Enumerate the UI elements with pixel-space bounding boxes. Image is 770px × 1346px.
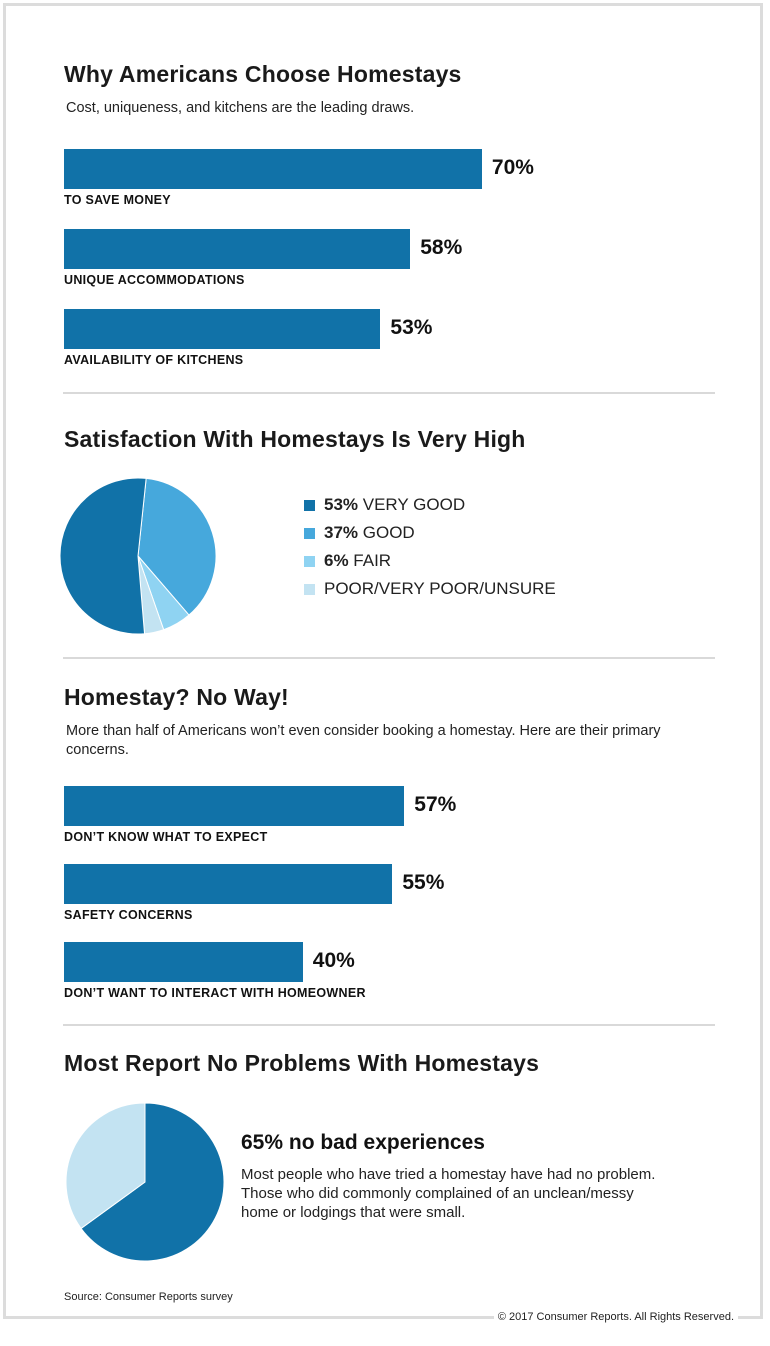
reasons-title: Why Americans Choose Homestays [64, 61, 462, 87]
problems-callout-title: 65% no bad experiences [241, 1131, 485, 1154]
legend-percent: 6% [324, 551, 349, 570]
bar-value-label: 55% [402, 871, 445, 894]
satisfaction-pie-chart [50, 468, 226, 644]
legend-swatch [304, 500, 315, 511]
bar-value-label: 70% [491, 156, 534, 179]
legend-percent: 37% [324, 523, 359, 542]
legend-label: POOR/VERY POOR/UNSURE [324, 579, 556, 598]
satisfaction-title: Satisfaction With Homestays Is Very High [64, 426, 526, 452]
bar-value-label: 40% [312, 949, 355, 972]
bar-category-label: AVAILABILITY OF KITCHENS [64, 353, 244, 367]
legend-label: 37% GOOD [324, 523, 415, 542]
bar [64, 229, 410, 269]
legend-label: 6% FAIR [324, 551, 392, 570]
bar-category-label: SAFETY CONCERNS [64, 908, 193, 922]
reasons-subtitle: Cost, uniqueness, and kitchens are the leading draws. [66, 100, 415, 116]
bar-category-label: UNIQUE ACCOMMODATIONS [64, 273, 245, 287]
legend-label: 53% VERY GOOD [324, 495, 466, 514]
bar [64, 309, 380, 349]
divider [63, 1024, 715, 1026]
problems-callout-body: Most people who have tried a homestay have had no problem. Those who did commonly complained of an unclean/messy home or lodgings that were small. [241, 1166, 656, 1221]
bar [64, 942, 303, 982]
bar [64, 149, 482, 189]
concerns-title: Homestay? No Way! [64, 684, 289, 710]
pie-slice [60, 478, 146, 634]
copyright-notice: © 2017 Consumer Reports. All Rights Reserved. [494, 1311, 738, 1323]
concerns-subtitle: More than half of Americans won’t even consider booking a homestay. Here are their primary concerns. [66, 723, 661, 758]
divider [63, 392, 715, 394]
source-note: Source: Consumer Reports survey [64, 1291, 233, 1303]
bar [64, 864, 392, 904]
legend-swatch [304, 528, 315, 539]
problems-pie-chart [60, 1097, 230, 1267]
problems-title: Most Report No Problems With Homestays [64, 1050, 540, 1076]
bar [64, 786, 404, 826]
legend-swatch [304, 584, 315, 595]
bar-value-label: 58% [420, 236, 463, 259]
legend-swatch [304, 556, 315, 567]
legend-percent: 53% [324, 495, 359, 514]
bar-category-label: DON’T KNOW WHAT TO EXPECT [64, 830, 268, 844]
bar-value-label: 57% [414, 793, 457, 816]
bar-value-label: 53% [390, 316, 433, 339]
divider [63, 657, 715, 659]
bar-category-label: DON’T WANT TO INTERACT WITH HOMEOWNER [64, 986, 366, 1000]
bar-category-label: TO SAVE MONEY [64, 193, 171, 207]
